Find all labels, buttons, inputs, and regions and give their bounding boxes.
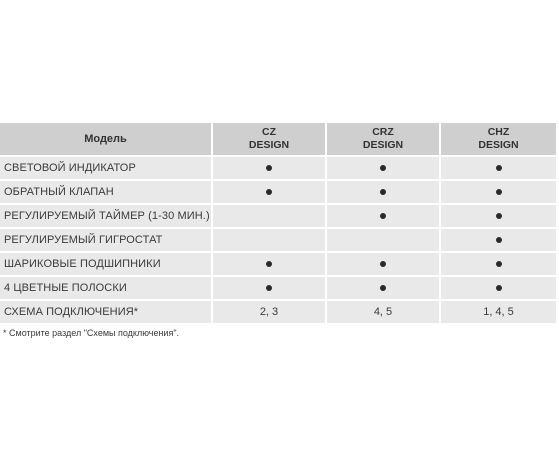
- bullet-dot-icon: [380, 189, 386, 195]
- wiring-scheme-value: 2, 3: [259, 306, 279, 318]
- wiring-scheme-value: 1, 4, 5: [483, 306, 514, 318]
- table-row: [0, 155, 556, 179]
- header-model-cz: [213, 123, 327, 155]
- header-model-crz: [327, 123, 441, 155]
- bullet-dot-icon: [380, 285, 386, 291]
- model-cell: [441, 179, 556, 203]
- header-model-label: Модель: [0, 123, 213, 155]
- model-cell: [327, 227, 441, 251]
- model-cell: [213, 275, 327, 299]
- model-cell: [441, 227, 556, 251]
- feature-label: РЕГУЛИРУЕМЫЙ ТАЙМЕР (1-30 МИН.): [0, 203, 213, 227]
- bullet-dot-icon: [496, 165, 502, 171]
- bullet-dot-icon: [266, 285, 272, 291]
- model-cell: [327, 155, 441, 179]
- model-cell: [441, 155, 556, 179]
- model-cell: [327, 299, 441, 323]
- bullet-dot-icon: [380, 165, 386, 171]
- bullet-dot-icon: [496, 237, 502, 243]
- bullet-dot-icon: [266, 261, 272, 267]
- footnote: * Смотрите раздел "Схемы подключения".: [3, 328, 180, 338]
- model-cell: [213, 299, 327, 323]
- model-cell: [441, 251, 556, 275]
- model-cell: [213, 155, 327, 179]
- model-cell: [213, 227, 327, 251]
- bullet-dot-icon: [266, 189, 272, 195]
- header-model-series: DESIGN: [248, 139, 290, 151]
- table-row: [0, 251, 556, 275]
- model-cell: [441, 203, 556, 227]
- model-cell: [213, 251, 327, 275]
- feature-label: 4 ЦВЕТНЫЕ ПОЛОСКИ: [0, 275, 213, 299]
- bullet-dot-icon: [496, 189, 502, 195]
- model-cell: [441, 275, 556, 299]
- model-cell: [213, 179, 327, 203]
- feature-label: ШАРИКОВЫЕ ПОДШИПНИКИ: [0, 251, 213, 275]
- model-cell: [327, 275, 441, 299]
- model-cell: [441, 299, 556, 323]
- model-comparison-table: [0, 123, 556, 323]
- header-model-series: DESIGN: [478, 139, 519, 151]
- bullet-dot-icon: [380, 261, 386, 267]
- header-model-name: CHZ: [487, 126, 510, 138]
- bullet-dot-icon: [266, 165, 272, 171]
- header-model-name: CZ: [262, 126, 276, 138]
- table-row: [0, 227, 556, 251]
- feature-label: РЕГУЛИРУЕМЫЙ ГИГРОСТАТ: [0, 227, 213, 251]
- table-row: [0, 179, 556, 203]
- table-row: [0, 299, 556, 323]
- model-cell: [327, 251, 441, 275]
- table-row: [0, 203, 556, 227]
- table-body: [0, 155, 556, 323]
- table-header-row: [0, 123, 556, 155]
- bullet-dot-icon: [380, 213, 386, 219]
- header-model-chz: [441, 123, 556, 155]
- feature-label: ОБРАТНЫЙ КЛАПАН: [0, 179, 213, 203]
- wiring-scheme-value: 4, 5: [373, 306, 393, 318]
- feature-label: СХЕМА ПОДКЛЮЧЕНИЯ*: [0, 299, 213, 323]
- model-cell: [327, 179, 441, 203]
- model-cell: [327, 203, 441, 227]
- model-cell: [213, 203, 327, 227]
- bullet-dot-icon: [496, 213, 502, 219]
- bullet-dot-icon: [496, 261, 502, 267]
- feature-label: СВЕТОВОЙ ИНДИКАТОР: [0, 155, 213, 179]
- header-model-series: DESIGN: [362, 139, 404, 151]
- header-model-name: CRZ: [372, 126, 394, 138]
- table-row: [0, 275, 556, 299]
- bullet-dot-icon: [496, 285, 502, 291]
